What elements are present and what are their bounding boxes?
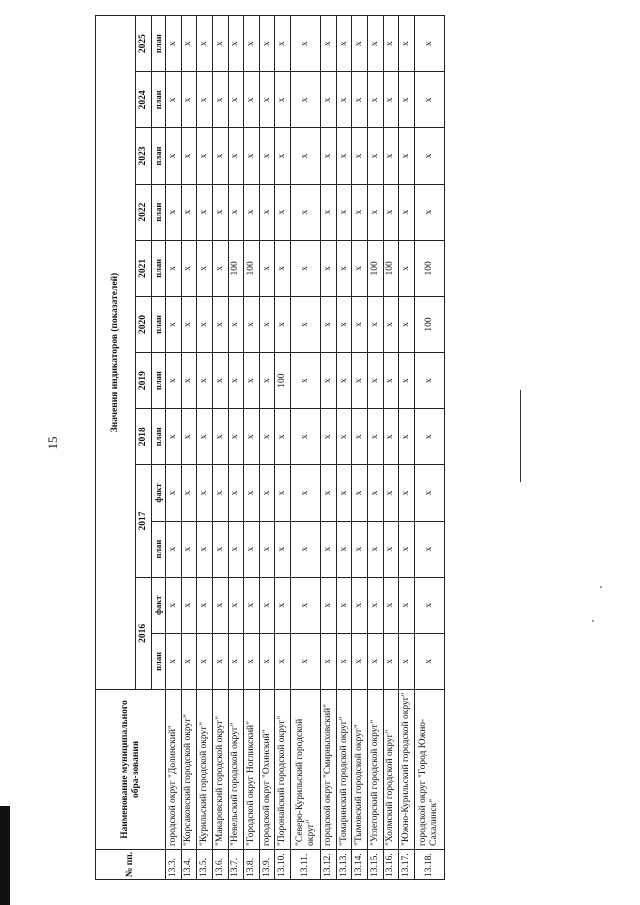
separator-line: [520, 390, 521, 482]
indicator-value: x: [321, 184, 337, 240]
scan-edge-bar: [0, 806, 10, 905]
indicator-value: x: [321, 296, 337, 352]
indicator-table: [95, 15, 445, 880]
indicator-value: x: [414, 184, 444, 240]
indicator-value: x: [321, 521, 337, 577]
indicator-value: x: [399, 409, 415, 465]
indicator-value: x: [352, 465, 368, 521]
indicator-value: x: [244, 577, 260, 633]
table-row: [181, 16, 197, 880]
indicator-value: x: [414, 465, 444, 521]
indicator-value: x: [383, 184, 399, 240]
indicator-value: x: [275, 16, 291, 72]
indicator-value: x: [197, 72, 213, 128]
table-row: [166, 16, 182, 880]
indicator-value: x: [244, 16, 260, 72]
indicator-value: x: [368, 72, 384, 128]
year-header: 2022: [136, 184, 152, 240]
indicator-value: x: [166, 72, 182, 128]
indicator-value: x: [336, 577, 352, 633]
row-number: 13.9.: [259, 850, 275, 880]
row-number: 13.3.: [166, 850, 182, 880]
municipality-name: "Холмский городской округ": [383, 690, 399, 850]
indicator-value: x: [244, 521, 260, 577]
indicator-value: x: [321, 409, 337, 465]
indicator-value: x: [212, 465, 228, 521]
indicator-value: x: [166, 128, 182, 184]
indicator-value: x: [259, 16, 275, 72]
page-number: 15: [45, 436, 60, 450]
indicator-value: x: [228, 128, 244, 184]
subheader-cell: план: [152, 633, 166, 689]
indicator-value: x: [368, 521, 384, 577]
row-number: 13.16.: [383, 850, 399, 880]
indicator-value: x: [321, 353, 337, 409]
municipality-name: "Тымовский городской округ": [352, 690, 368, 850]
indicator-value: x: [244, 465, 260, 521]
municipality-name: городской округ "Долинский": [166, 690, 182, 850]
indicator-value: x: [197, 521, 213, 577]
indicator-value: x: [244, 353, 260, 409]
municipality-name: "Корсаковский городской округ": [181, 690, 197, 850]
row-number: 13.7.: [228, 850, 244, 880]
indicator-value: x: [244, 409, 260, 465]
row-number: 13.5.: [197, 850, 213, 880]
indicator-value: x: [352, 409, 368, 465]
year-header: 2021: [136, 240, 152, 296]
table-row: [321, 16, 337, 880]
table-row: [414, 16, 444, 880]
row-number: 13.6.: [212, 850, 228, 880]
year-header: 2024: [136, 72, 152, 128]
indicator-value: x: [228, 184, 244, 240]
indicator-value: x: [181, 184, 197, 240]
indicator-value: x: [352, 240, 368, 296]
indicator-value: x: [321, 465, 337, 521]
indicator-value: x: [259, 521, 275, 577]
table-row: [336, 16, 352, 880]
indicator-value: x: [181, 16, 197, 72]
indicator-value: x: [275, 240, 291, 296]
indicator-value: x: [212, 72, 228, 128]
subheader-cell: план: [152, 72, 166, 128]
indicator-value: x: [244, 296, 260, 352]
indicator-value: x: [228, 296, 244, 352]
indicator-value: x: [197, 633, 213, 689]
indicator-value: x: [212, 353, 228, 409]
municipality-name: городской округ "Смирныховский": [321, 690, 337, 850]
indicator-value: x: [197, 296, 213, 352]
indicator-value: x: [197, 128, 213, 184]
indicator-value: x: [166, 577, 182, 633]
indicator-value: x: [275, 184, 291, 240]
year-header: 2016: [136, 577, 152, 689]
table-row: [368, 16, 384, 880]
indicator-value: x: [336, 296, 352, 352]
indicator-value: x: [259, 577, 275, 633]
indicator-value: x: [259, 296, 275, 352]
row-number: 13.8.: [244, 850, 260, 880]
subheader-cell: план: [152, 128, 166, 184]
indicator-value: x: [321, 16, 337, 72]
indicator-value: x: [383, 72, 399, 128]
indicator-value: x: [399, 577, 415, 633]
indicator-value: x: [291, 184, 321, 240]
year-header: 2025: [136, 16, 152, 72]
subheader-cell: план: [152, 409, 166, 465]
indicator-value: x: [181, 128, 197, 184]
indicator-value: x: [166, 409, 182, 465]
municipality-name: "Макаровский городской округ": [212, 690, 228, 850]
indicator-value: x: [275, 409, 291, 465]
indicator-value: x: [181, 72, 197, 128]
indicator-value: x: [244, 184, 260, 240]
row-number: 13.4.: [181, 850, 197, 880]
indicator-value: x: [368, 577, 384, 633]
indicator-value: x: [275, 633, 291, 689]
indicator-value: x: [352, 296, 368, 352]
indicator-value: x: [352, 184, 368, 240]
indicator-value: x: [212, 521, 228, 577]
year-header: 2019: [136, 353, 152, 409]
indicator-value: x: [212, 296, 228, 352]
indicator-value: x: [399, 184, 415, 240]
indicator-value: x: [275, 296, 291, 352]
indicator-value: x: [212, 409, 228, 465]
indicator-value: x: [291, 521, 321, 577]
indicator-value: x: [181, 577, 197, 633]
indicator-value: x: [368, 633, 384, 689]
indicator-value: x: [352, 633, 368, 689]
subheader-cell: факт: [152, 577, 166, 633]
subheader-cell: план: [152, 296, 166, 352]
indicator-value: x: [414, 577, 444, 633]
municipality-name: "Северо-Курильский городской округ": [291, 690, 321, 850]
municipality-name: "Поронайский городской округ": [275, 690, 291, 850]
col-header-num: № пп.: [96, 850, 166, 880]
row-number: 13.15.: [368, 850, 384, 880]
municipality-name: "Томаринский городской округ": [336, 690, 352, 850]
indicator-value: x: [181, 296, 197, 352]
indicator-value: x: [181, 633, 197, 689]
indicator-value: x: [212, 240, 228, 296]
indicator-value: x: [383, 296, 399, 352]
row-number: 13.17.: [399, 850, 415, 880]
subheader-cell: план: [152, 16, 166, 72]
indicator-value: x: [368, 409, 384, 465]
indicator-value: x: [383, 521, 399, 577]
indicator-value: x: [321, 72, 337, 128]
indicator-value: x: [244, 128, 260, 184]
indicator-value: x: [368, 465, 384, 521]
indicator-value: x: [228, 521, 244, 577]
indicator-value: 100: [414, 296, 444, 352]
indicator-value: 100: [275, 353, 291, 409]
indicator-value: x: [383, 353, 399, 409]
indicator-value: x: [228, 353, 244, 409]
year-header: 2023: [136, 128, 152, 184]
indicator-value: x: [212, 16, 228, 72]
indicator-value: x: [181, 465, 197, 521]
indicator-value: x: [228, 633, 244, 689]
indicator-value: x: [166, 633, 182, 689]
indicator-value: x: [336, 633, 352, 689]
row-number: 13.10.: [275, 850, 291, 880]
indicator-value: x: [259, 72, 275, 128]
indicator-value: x: [228, 465, 244, 521]
indicator-value: x: [291, 409, 321, 465]
indicator-value: x: [414, 72, 444, 128]
indicator-value: x: [352, 16, 368, 72]
indicator-value: x: [414, 633, 444, 689]
indicator-value: x: [336, 465, 352, 521]
table-row: [352, 16, 368, 880]
indicator-value: x: [352, 577, 368, 633]
indicator-value: x: [321, 577, 337, 633]
table-row: [228, 16, 244, 880]
indicator-value: x: [383, 633, 399, 689]
indicator-value: x: [291, 296, 321, 352]
municipality-name: "Южно-Курильский городской округ": [399, 690, 415, 850]
table-row: [212, 16, 228, 880]
row-number: 13.13.: [336, 850, 352, 880]
indicator-value: x: [414, 521, 444, 577]
indicator-value: x: [228, 409, 244, 465]
indicator-value: x: [336, 184, 352, 240]
indicator-value: x: [414, 409, 444, 465]
indicator-value: x: [399, 633, 415, 689]
indicator-value: 100: [414, 240, 444, 296]
col-header-group: Значения индикаторов (показателей): [96, 16, 136, 690]
indicator-value: x: [383, 16, 399, 72]
indicator-value: x: [212, 184, 228, 240]
indicator-value: 100: [368, 240, 384, 296]
indicator-value: x: [399, 72, 415, 128]
subheader-cell: план: [152, 184, 166, 240]
indicator-value: x: [212, 128, 228, 184]
row-number: 13.12.: [321, 850, 337, 880]
indicator-value: x: [321, 633, 337, 689]
municipality-name: "Городской округ Ногликский": [244, 690, 260, 850]
indicator-value: x: [383, 128, 399, 184]
indicator-value: x: [275, 577, 291, 633]
indicator-value: x: [336, 409, 352, 465]
indicator-value: x: [228, 16, 244, 72]
indicator-value: x: [166, 184, 182, 240]
table-row: [259, 16, 275, 880]
indicator-value: x: [352, 353, 368, 409]
indicator-value: x: [352, 128, 368, 184]
indicator-value: x: [399, 296, 415, 352]
indicator-value: x: [383, 465, 399, 521]
indicator-value: x: [166, 353, 182, 409]
scan-speck: [592, 620, 594, 622]
subheader-cell: план: [152, 240, 166, 296]
indicator-value: x: [291, 633, 321, 689]
indicator-value: x: [275, 72, 291, 128]
row-number: 13.11.: [291, 850, 321, 880]
row-number: 13.18.: [414, 850, 444, 880]
indicator-value: x: [197, 577, 213, 633]
indicator-value: x: [166, 465, 182, 521]
indicator-value: x: [181, 521, 197, 577]
indicator-value: x: [336, 72, 352, 128]
year-header: 2020: [136, 296, 152, 352]
indicator-value: x: [336, 16, 352, 72]
indicator-value: x: [259, 409, 275, 465]
indicator-value: x: [212, 633, 228, 689]
indicator-value: x: [166, 240, 182, 296]
municipality-name: "Углегорский городской округ": [368, 690, 384, 850]
indicator-value: x: [352, 72, 368, 128]
table-row: [275, 16, 291, 880]
indicator-value: x: [197, 353, 213, 409]
indicator-value: x: [275, 128, 291, 184]
indicator-value: x: [259, 465, 275, 521]
indicator-value: 100: [383, 240, 399, 296]
indicator-value: x: [368, 296, 384, 352]
indicator-value: x: [399, 465, 415, 521]
indicator-value: x: [291, 353, 321, 409]
indicator-value: x: [244, 633, 260, 689]
indicator-value: x: [383, 409, 399, 465]
table-row: [197, 16, 213, 880]
indicator-value: x: [368, 353, 384, 409]
indicator-value: x: [368, 128, 384, 184]
table-row: [244, 16, 260, 880]
municipality-name: городской округ "Охинский": [259, 690, 275, 850]
subheader-cell: план: [152, 353, 166, 409]
indicator-value: x: [197, 240, 213, 296]
col-header-name: Наименование муниципального обра-зования: [96, 690, 166, 850]
indicator-value: x: [259, 128, 275, 184]
indicator-value: 100: [228, 240, 244, 296]
indicator-value: x: [414, 353, 444, 409]
indicator-value: x: [197, 465, 213, 521]
indicator-value: x: [321, 128, 337, 184]
indicator-value: x: [368, 184, 384, 240]
indicator-value: x: [275, 465, 291, 521]
indicator-value: x: [291, 128, 321, 184]
indicator-value: x: [166, 16, 182, 72]
indicator-value: x: [181, 409, 197, 465]
indicator-value: x: [291, 72, 321, 128]
indicator-value: x: [414, 16, 444, 72]
indicator-value: x: [181, 240, 197, 296]
indicator-value: x: [291, 16, 321, 72]
indicator-value: x: [166, 521, 182, 577]
indicator-value: x: [275, 521, 291, 577]
indicator-value: x: [228, 577, 244, 633]
municipality-name: "Курильский городской округ": [197, 690, 213, 850]
indicator-value: x: [259, 633, 275, 689]
indicator-value: x: [399, 353, 415, 409]
indicator-value: x: [368, 16, 384, 72]
indicator-value: x: [228, 72, 244, 128]
indicator-value: x: [336, 240, 352, 296]
indicator-value: x: [383, 577, 399, 633]
indicator-value: x: [336, 128, 352, 184]
table-row: [291, 16, 321, 880]
subheader-cell: факт: [152, 465, 166, 521]
indicator-value: x: [212, 577, 228, 633]
indicator-value: x: [352, 521, 368, 577]
indicator-value: x: [259, 184, 275, 240]
table-row: [399, 16, 415, 880]
indicator-value: x: [259, 353, 275, 409]
indicator-value: x: [291, 240, 321, 296]
indicator-value: x: [244, 72, 260, 128]
indicator-value: x: [414, 128, 444, 184]
year-header: 2018: [136, 409, 152, 465]
indicator-value: x: [399, 128, 415, 184]
year-header: 2017: [136, 465, 152, 577]
subheader-cell: план: [152, 521, 166, 577]
indicator-value: x: [399, 240, 415, 296]
scan-speck: [600, 586, 602, 588]
indicator-value: x: [181, 353, 197, 409]
indicator-value: x: [399, 521, 415, 577]
indicator-value: x: [197, 184, 213, 240]
table-row: [383, 16, 399, 880]
indicator-value: x: [336, 521, 352, 577]
indicator-value: x: [321, 240, 337, 296]
row-number: 13.14.: [352, 850, 368, 880]
indicator-value: x: [197, 409, 213, 465]
indicator-value: x: [291, 465, 321, 521]
indicator-value: x: [166, 296, 182, 352]
indicator-value: x: [336, 353, 352, 409]
indicator-value: x: [197, 16, 213, 72]
municipality-name: "Невельский городской округ": [228, 690, 244, 850]
indicator-value: x: [291, 577, 321, 633]
indicator-value: x: [259, 240, 275, 296]
indicator-value: x: [399, 16, 415, 72]
rotated-table-wrapper: [95, 15, 445, 880]
municipality-name: городской округ "Город Южно-Сахалинск": [414, 690, 444, 850]
indicator-value: 100: [244, 240, 260, 296]
